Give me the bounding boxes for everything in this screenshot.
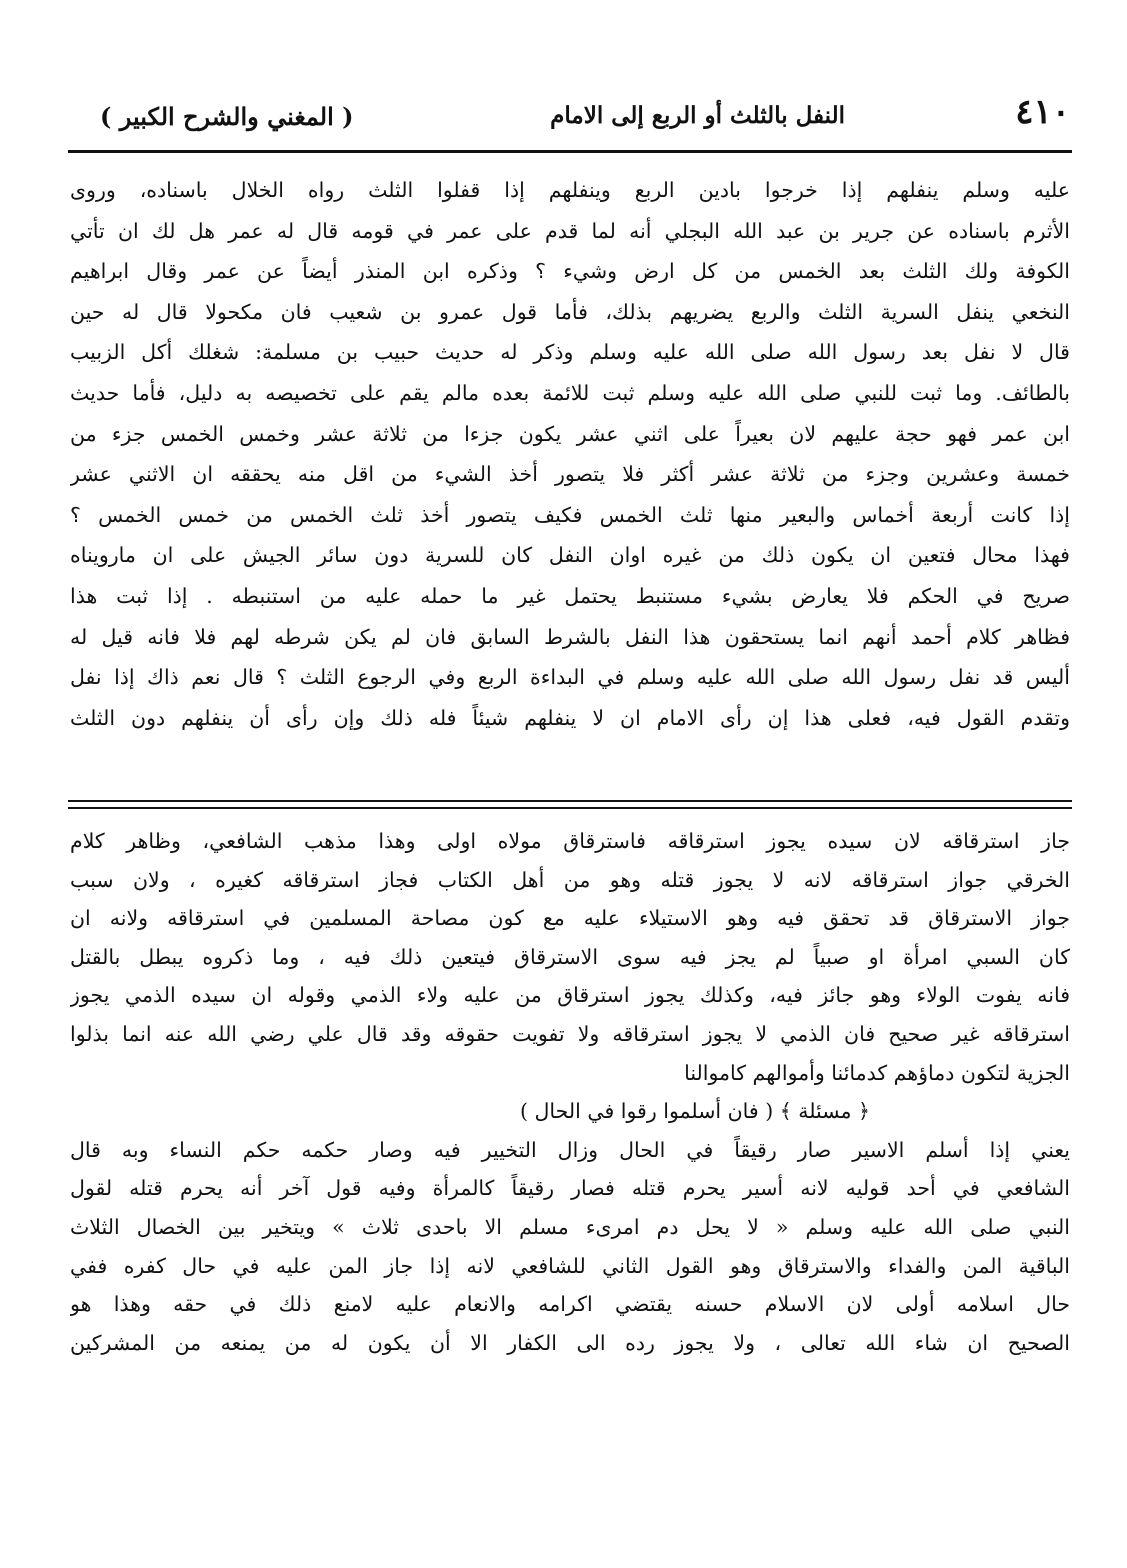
commentary-line: النبي صلى الله عليه وسلم « لا يحل دم امرىء مسلم الا باحدى ثلاث » ويتخير بين الخصال الثلاث [70,1214,1070,1239]
commentary-line: الخرقي جواز استرقاقه لانه لا يجوز قتله وهو من أهل الكتاب فجاز استرقاقه كغيره ، ولان سبب [70,867,1070,892]
page-header [70,92,1070,142]
running-title: النفل بالثلث أو الربع إلى الامام [550,102,845,129]
commentary-text-block [70,822,1070,1362]
main-text-line: قال لا نفل بعد رسول الله صلى الله عليه وسلم وذكر له حديث حبيب بن مسلمة: شغلك أكل الزبيب [70,340,1070,365]
commentary-line: يعني إذا أسلم الاسير صار رقيقاً في الحال وزال التخيير فيه وصار حكمه حكم النساء وبه قال [70,1137,1070,1162]
book-title: ( المغني والشرح الكبير ) [100,102,354,131]
commentary-line: استرقاقه غير صحيح فان الذمي لا يجوز استرقاقه ولا تفويت حقوقه وقد قال علي رضي الله عنه انما بذلوا [70,1021,1070,1046]
commentary-line: الصحيح ان شاء الله تعالى ، ولا يجوز رده الى الكفار الا أن يكون له من يمنعه من المشركين [70,1330,1070,1355]
main-text-line: إذا كانت أربعة أخماس والبعير منها ثلث الخمس فكيف يتصور أخذ ثلث الخمس من خمس الخمس ؟ [70,502,1070,527]
main-text-line: الكوفة ولك الثلث بعد الخمس من كل ارض وشيء ؟ وذكره ابن المنذر أيضاً عن عمر وقال ابراهيم [70,259,1070,284]
commentary-line: حال اسلامه أولى لان الاسلام حسنه يقتضي اكرامه والانعام عليه لامنع ذلك في حقه وهذا هو [70,1292,1070,1317]
section-divider [68,800,1072,809]
commentary-line: جواز الاسترقاق قد تحقق فيه وهو الاستيلاء عليه مع كون مصاحة المسلمين في استرقاقه ولانه ان [70,906,1070,931]
commentary-line: الجزية لتكون دماؤهم كدمائنا وأموالهم كاموالنا [684,1060,1070,1085]
main-text-line: فظاهر كلام أحمد أنهم انما يستحقون هذا النفل بالشرط السابق فان لم يكن شرطه لهم فلا فانه قيل له [70,624,1070,649]
main-text-line: أليس قد نفل رسول الله صلى الله عليه وسلم في البداءة الربع وفي الرجوع الثلث ؟ قال نعم ذاك إذا نفل [70,665,1070,690]
commentary-line: فانه يفوت الولاء وهو جائز فيه، وكذلك يجوز استرقاق من عليه ولاء الذمي وقوله ان سيده الذمي يجوز [70,983,1070,1008]
commentary-line: الشافعي في أحد قوليه لانه أسير يحرم قتله فصار رقيقاً كالمرأة وفيه قول آخر أنه يحرم قتله لقول [70,1176,1070,1201]
main-text-line: عليه وسلم ينفلهم إذا خرجوا بادين الربع وينفلهم إذا قفلوا الثلث رواه الخلال باسناده، وروى [70,178,1070,202]
main-text-line: وتقدم القول فيه، فعلى هذا إن رأى الامام ان لا ينفلهم شيئاً فله ذلك وإن رأى أن ينفلهم دون الثلث [70,705,1070,730]
main-text-line: ابن عمر فهو حجة عليهم لان بعيراً على اثني عشر يكون جزءا من ثلاثة عشر وخمس الخمس جزء من [70,421,1070,446]
issue-heading: ﴿ مسئلة ﴾ ( فان أسلموا رقوا في الحال ) [520,1099,870,1124]
commentary-line: كان السبي امرأة او صبياً لم يجز فيه سوى الاسترقاق فيتعين ذلك فيه ، وما ذكروه يبطل بالقتل [70,944,1070,969]
main-text-line: فهذا محال فتعين ان يكون ذلك من غيره اوان النفل كان للسرية دون سائر الجيش على ان مارويناه [70,543,1070,568]
header-rule [68,150,1072,153]
main-text-line: خمسة وعشرين وجزء من ثلاثة عشر أكثر فلا يتصور أخذ الشيء من اقل منه يحققه ان الاثني عشر [70,462,1070,487]
commentary-line: الباقية المن والفداء والاسترقاق وهو القول الثاني للشافعي لانه إذا جاز المن عليه في حال كفره ففي [70,1253,1070,1278]
commentary-line: جاز استرقاقه لان سيده يجوز استرقاقه فاسترقاق مولاه اولى وهذا مذهب الشافعي، وظاهر كلام [70,829,1070,853]
main-text-line: الأثرم باسناده عن جرير بن عبد الله البجلي أنه لما قدم على عمر في قومه قال له عمر هل لك ان تأتي [70,218,1070,243]
main-text-line: النخعي ينفل السرية الثلث والربع يضريهم بذلك، فأما قول عمرو بن شعيب فان مكحولا قال له حين [70,299,1070,324]
main-text-block [70,170,1070,738]
page-number: ٤١٠ [1015,92,1070,132]
main-text-line: بالطائف. وما ثبت للنبي صلى الله عليه وسلم ثبت للائمة بعده مالم يقم على تخصيصه به دليل، فأما حديث [70,380,1070,405]
main-text-line: صريح في الحكم فلا يعارض بشيء مستنبط يحتمل غير ما حمله عليه من استنبطه . إذا ثبت هذا [70,583,1070,608]
